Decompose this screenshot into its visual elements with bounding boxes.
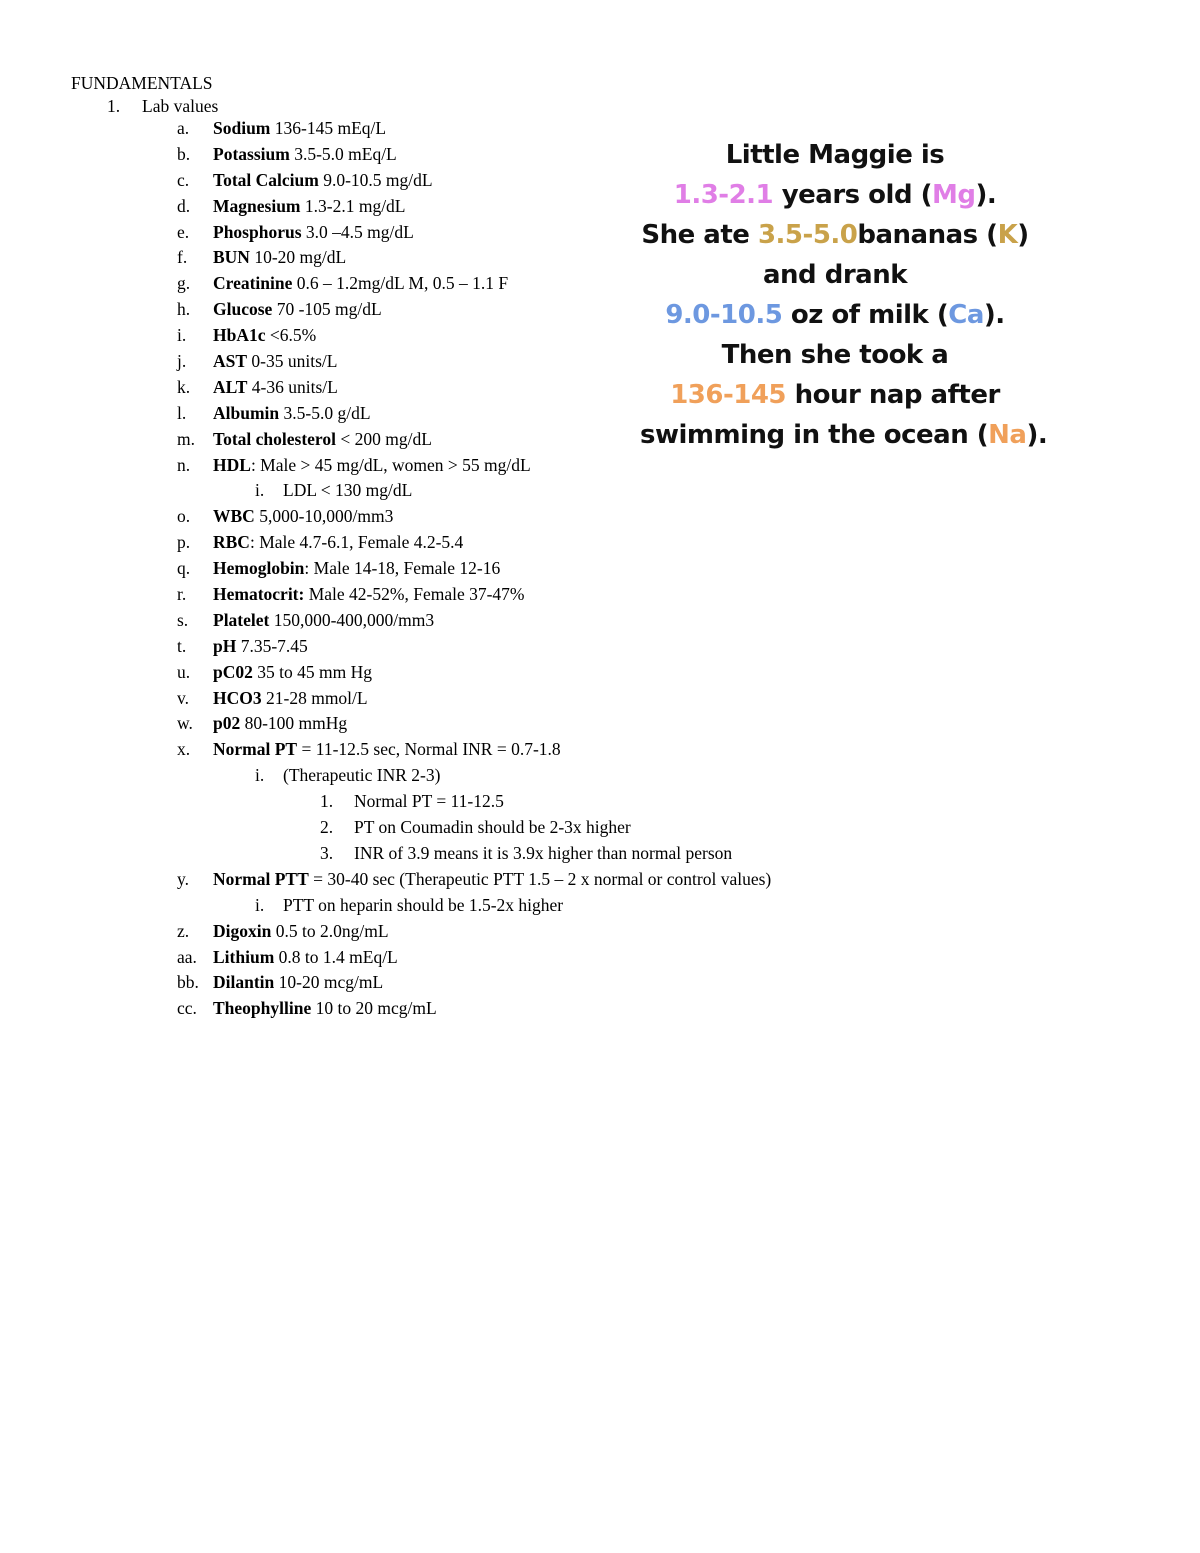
lab-value: 4-36 units/L <box>247 376 338 397</box>
lab-value: <6.5% <box>265 325 317 346</box>
lab-entry <box>213 868 771 890</box>
lab-value: 3.5-5.0 mEq/L <box>289 143 397 164</box>
mnemonic-line <box>640 335 1030 375</box>
list-marker: 2. <box>320 817 334 838</box>
lab-name: HCO3 <box>213 687 262 708</box>
list-marker: g. <box>177 273 191 294</box>
list-marker: i. <box>177 325 187 346</box>
lab-name: WBC <box>213 506 255 527</box>
list-marker: w. <box>177 713 193 734</box>
lab-value: = 11-12.5 sec, Normal INR = 0.7-1.8 <box>297 739 561 760</box>
mnemonic-line <box>640 215 1030 255</box>
lab-name: Total cholesterol <box>213 428 336 449</box>
lab-entry <box>213 143 397 165</box>
lab-name: Potassium <box>213 143 290 164</box>
mnemonic-text: oz of milk ( <box>782 300 949 330</box>
lab-name: AST <box>213 351 248 372</box>
lab-name: Digoxin <box>213 920 272 941</box>
lab-value: : Male 14-18, Female 12-16 <box>304 558 501 579</box>
lab-value: 1.3-2.1 mg/dL <box>300 195 406 216</box>
lab-value: 7.35-7.45 <box>236 635 308 656</box>
lab-value: 10-20 mcg/mL <box>274 972 384 993</box>
lab-name: Total Calcium <box>213 169 319 190</box>
list-marker: m. <box>177 428 195 449</box>
lab-entry <box>213 376 338 398</box>
lab-value: 3.5-5.0 g/dL <box>279 402 371 423</box>
mnemonic-text: years old ( <box>773 180 933 210</box>
lab-entry <box>213 687 368 709</box>
mnemonic-highlight-magnesium: 1.3-2.1 <box>673 180 774 210</box>
list-marker: 1. <box>320 791 334 812</box>
lab-name: RBC <box>213 532 250 553</box>
lab-name: Magnesium <box>213 195 301 216</box>
list-marker: h. <box>177 299 191 320</box>
list-marker: i. <box>255 480 265 501</box>
lab-value: Male 42-52%, Female 37-47% <box>304 584 525 605</box>
lab-value: 10-20 mg/dL <box>249 247 347 268</box>
mnemonic-text: swimming in the ocean ( <box>640 420 989 450</box>
lab-value: : Male > 45 mg/dL, women > 55 mg/dL <box>250 454 531 475</box>
list-marker: r. <box>177 584 187 605</box>
list-marker: q. <box>177 558 191 579</box>
mnemonic-text: ) <box>1017 220 1029 250</box>
lab-entry <box>213 609 434 631</box>
lab-entry <box>354 790 504 812</box>
list-marker: e. <box>177 221 190 242</box>
mnemonic-text: ). <box>1026 420 1048 450</box>
mnemonic-line <box>640 175 1030 215</box>
list-marker: v. <box>177 687 189 708</box>
list-marker: d. <box>177 195 191 216</box>
lab-value: 10 to 20 mcg/mL <box>311 998 437 1019</box>
lab-entry <box>213 350 337 372</box>
mnemonic-highlight-calcium: Ca <box>948 300 984 330</box>
mnemonic-text: Then she took a <box>721 340 949 370</box>
lab-value: 21-28 mmol/L <box>261 687 368 708</box>
list-marker: i. <box>255 894 265 915</box>
lab-value: (Therapeutic INR 2-3) <box>283 765 441 786</box>
mnemonic-highlight-calcium: 9.0-10.5 <box>665 300 783 330</box>
mnemonic-text: ). <box>983 300 1005 330</box>
mnemonic-highlight-sodium: 136-145 <box>670 380 787 410</box>
lab-entry <box>213 531 463 553</box>
lab-value: 0.5 to 2.0ng/mL <box>271 920 389 941</box>
lab-name: pH <box>213 635 237 656</box>
section-title-text: Lab values <box>142 96 219 116</box>
lab-entry <box>213 428 432 450</box>
lab-name: Platelet <box>213 609 270 630</box>
mnemonic-text: ). <box>975 180 997 210</box>
list-marker: u. <box>177 661 191 682</box>
lab-entry <box>283 894 563 916</box>
lab-name: Normal PT <box>213 739 298 760</box>
lab-entry <box>213 712 347 734</box>
section-number: 1. <box>107 96 121 116</box>
mnemonic-line <box>640 295 1030 335</box>
lab-entry <box>213 454 531 476</box>
mnemonic-text: Little Maggie is <box>725 140 945 170</box>
lab-value: 0-35 units/L <box>247 351 338 372</box>
list-marker: z. <box>177 920 190 941</box>
lab-name: pC02 <box>213 661 253 682</box>
list-marker: n. <box>177 454 191 475</box>
document-heading: FUNDAMENTALS <box>71 73 213 93</box>
lab-value: 0.8 to 1.4 mEq/L <box>274 946 398 967</box>
lab-entry <box>213 402 371 424</box>
list-marker: 3. <box>320 842 334 863</box>
lab-entry <box>213 117 386 139</box>
lab-name: Sodium <box>213 118 271 138</box>
mnemonic-highlight-sodium: Na <box>988 420 1027 450</box>
lab-name: ALT <box>213 376 248 397</box>
lab-value: 9.0-10.5 mg/dL <box>318 169 433 190</box>
lab-name: Glucose <box>213 299 273 320</box>
lab-name: Dilantin <box>213 972 275 993</box>
list-marker: aa. <box>177 946 197 967</box>
lab-entry <box>213 246 346 268</box>
lab-entry <box>213 661 372 683</box>
section-title <box>107 95 218 117</box>
lab-entry <box>283 479 412 501</box>
lab-entry <box>283 764 440 786</box>
mnemonic-line <box>640 415 1048 455</box>
lab-entry <box>213 557 500 579</box>
lab-value: < 200 mg/dL <box>335 428 432 449</box>
lab-value: : Male 4.7-6.1, Female 4.2-5.4 <box>249 532 464 553</box>
list-marker: b. <box>177 143 191 164</box>
lab-value: = 30-40 sec (Therapeutic PTT 1.5 – 2 x normal or control values) <box>308 868 772 889</box>
lab-entry <box>213 505 393 527</box>
lab-name: HbA1c <box>213 325 266 346</box>
lab-entry <box>213 195 406 217</box>
lab-name: Theophylline <box>213 998 312 1019</box>
lab-value: 70 -105 mg/dL <box>272 299 382 320</box>
mnemonic-text: hour nap after <box>786 380 1000 410</box>
list-marker: k. <box>177 376 191 397</box>
lab-name: HDL <box>213 454 251 475</box>
mnemonic-text: and drank <box>763 260 907 290</box>
lab-entry <box>213 635 308 657</box>
mnemonic-highlight-potassium: K <box>997 220 1018 250</box>
lab-entry <box>213 997 437 1019</box>
list-marker: x. <box>177 739 191 760</box>
lab-entry <box>213 298 382 320</box>
lab-entry <box>354 842 732 864</box>
lab-entry <box>213 221 414 243</box>
list-marker: f. <box>177 247 188 268</box>
lab-name: Hemoglobin <box>213 558 305 579</box>
mnemonic-text: bananas ( <box>857 220 998 250</box>
lab-name: Creatinine <box>213 273 293 294</box>
list-marker: t. <box>177 635 187 656</box>
list-marker: c. <box>177 169 190 190</box>
lab-entry <box>213 738 561 760</box>
lab-name: Hematocrit: <box>213 584 305 605</box>
lab-name: Normal PTT <box>213 868 309 889</box>
lab-name: Albumin <box>213 402 280 423</box>
lab-value: 0.6 – 1.2mg/dL M, 0.5 – 1.1 F <box>292 273 509 294</box>
lab-name: Phosphorus <box>213 221 302 242</box>
lab-entry <box>213 971 383 993</box>
lab-value: PTT on heparin should be 1.5-2x higher <box>283 894 564 915</box>
list-marker: i. <box>255 765 265 786</box>
mnemonic-line <box>640 135 1030 175</box>
lab-entry <box>213 169 433 191</box>
list-marker: l. <box>177 402 187 423</box>
lab-value: 35 to 45 mm Hg <box>252 661 372 682</box>
list-marker: s. <box>177 609 189 630</box>
lab-value: 80-100 mmHg <box>240 713 348 734</box>
lab-entry <box>354 816 631 838</box>
mnemonic-highlight-potassium: 3.5-5.0 <box>757 220 858 250</box>
list-marker: a. <box>177 118 190 138</box>
lab-name: p02 <box>213 713 241 734</box>
lab-name: Lithium <box>213 946 275 967</box>
list-marker: p. <box>177 532 191 553</box>
lab-value: 150,000-400,000/mm3 <box>269 609 435 630</box>
lab-entry <box>213 583 525 605</box>
list-marker: o. <box>177 506 191 527</box>
list-marker: bb. <box>177 972 199 993</box>
list-marker: cc. <box>177 998 197 1019</box>
lab-entry <box>213 272 508 294</box>
lab-value: 3.0 –4.5 mg/dL <box>301 221 414 242</box>
lab-name: BUN <box>213 247 250 268</box>
mnemonic-note <box>640 135 1048 455</box>
mnemonic-line <box>640 255 1030 295</box>
list-marker: y. <box>177 868 189 889</box>
lab-value: Normal PT = 11-12.5 <box>354 791 504 812</box>
lab-entry <box>213 920 389 942</box>
lab-value: INR of 3.9 means it is 3.9x higher than normal person <box>354 842 733 863</box>
lab-value: 136-145 mEq/L <box>270 118 387 138</box>
lab-value: LDL < 130 mg/dL <box>283 480 413 501</box>
lab-entry <box>213 324 316 346</box>
lab-value: 5,000-10,000/mm3 <box>254 506 394 527</box>
mnemonic-text: She ate <box>641 220 758 250</box>
mnemonic-highlight-magnesium: Mg <box>932 180 976 210</box>
lab-value: PT on Coumadin should be 2-3x higher <box>354 817 631 838</box>
lab-entry <box>213 946 398 968</box>
mnemonic-line <box>640 375 1030 415</box>
list-marker: j. <box>177 351 187 372</box>
